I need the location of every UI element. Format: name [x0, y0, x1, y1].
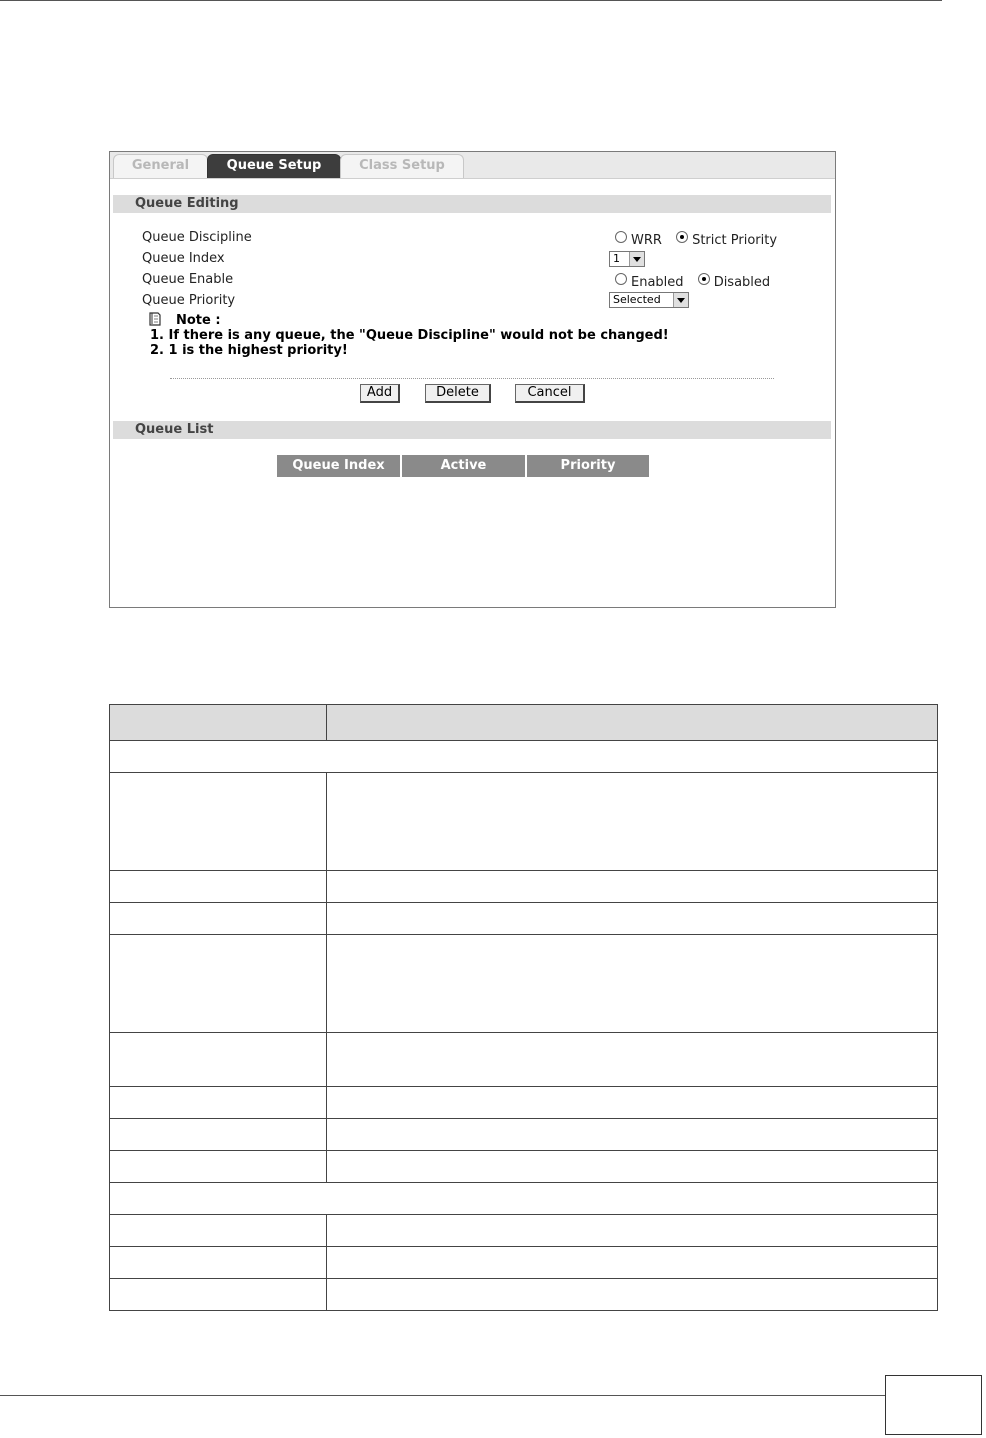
enabled-radio[interactable]	[615, 273, 627, 285]
table-row	[110, 1119, 938, 1151]
table-cell	[110, 871, 327, 903]
queue-enable-label: Queue Enable	[142, 272, 234, 287]
table-row	[110, 773, 938, 871]
table-cell	[327, 1247, 938, 1279]
add-button[interactable]: Add	[360, 384, 400, 403]
chevron-down-icon[interactable]	[629, 252, 644, 266]
queue-index-select[interactable]	[609, 251, 645, 267]
table-cell	[110, 1247, 327, 1279]
disabled-radio-label: Disabled	[713, 275, 771, 290]
queue-index-label: Queue Index	[142, 251, 225, 266]
table-row	[110, 935, 938, 1033]
section-queue-list: Queue List	[113, 421, 831, 439]
table-row	[110, 1087, 938, 1119]
table-row	[110, 1247, 938, 1279]
table-row	[110, 1033, 938, 1087]
chevron-down-icon[interactable]	[673, 293, 688, 307]
table-row	[110, 871, 938, 903]
table-section-row	[110, 741, 938, 773]
table-cell	[327, 1215, 938, 1247]
table-row	[110, 1279, 938, 1311]
strict-priority-radio[interactable]	[676, 231, 688, 243]
table-cell	[327, 903, 938, 935]
table-cell	[110, 1119, 327, 1151]
queue-priority-select[interactable]	[609, 292, 689, 308]
queue-discipline-radio-group	[615, 231, 787, 248]
wrr-radio-label: WRR	[631, 233, 662, 248]
table-cell	[110, 1033, 327, 1087]
cancel-button[interactable]: Cancel	[515, 384, 585, 403]
table-cell	[110, 773, 327, 871]
table-row	[110, 903, 938, 935]
enabled-radio-label: Enabled	[631, 275, 684, 290]
note-line: 2. 1 is the highest priority!	[150, 343, 348, 358]
page-number-box	[885, 1375, 982, 1435]
screenshot-frame	[109, 151, 836, 608]
table-row	[110, 1215, 938, 1247]
queue-enable-radio-group	[615, 273, 780, 290]
queue-priority-value: Selected	[613, 293, 661, 306]
table-cell	[327, 1119, 938, 1151]
tab-general[interactable]: General	[113, 154, 208, 178]
table-cell	[327, 1279, 938, 1311]
queue-discipline-label: Queue Discipline	[142, 230, 252, 245]
tab-class-setup[interactable]: Class Setup	[340, 154, 464, 178]
table-cell	[110, 741, 938, 773]
table-cell	[327, 1033, 938, 1087]
note-line: 1. If there is any queue, the "Queue Discipline" would not be changed!	[150, 328, 669, 343]
table-header-row	[110, 705, 938, 741]
table-cell	[327, 1151, 938, 1183]
page-bottom-rule	[0, 1395, 885, 1396]
strict-priority-radio-label: Strict Priority	[692, 233, 778, 248]
table-cell	[327, 773, 938, 871]
disabled-radio[interactable]	[698, 273, 710, 285]
table-cell	[327, 871, 938, 903]
table-cell	[327, 1087, 938, 1119]
table-cell	[110, 1279, 327, 1311]
note-title: Note :	[176, 313, 221, 328]
note-icon	[148, 312, 162, 326]
table-cell	[110, 903, 327, 935]
table-cell	[110, 1215, 327, 1247]
tab-queue-setup[interactable]: Queue Setup	[207, 154, 341, 178]
column-header-active: Active	[402, 455, 525, 477]
table-header-cell	[110, 705, 327, 741]
page-top-rule	[0, 0, 942, 1]
delete-button[interactable]: Delete	[425, 384, 491, 403]
wrr-radio[interactable]	[615, 231, 627, 243]
table-row	[110, 1151, 938, 1183]
table-cell	[110, 1087, 327, 1119]
section-queue-editing: Queue Editing	[113, 195, 831, 213]
table-cell	[110, 1183, 938, 1215]
table-header-cell	[327, 705, 938, 741]
queue-priority-label: Queue Priority	[142, 293, 236, 308]
table-cell	[327, 935, 938, 1033]
column-header-priority: Priority	[527, 455, 649, 477]
description-table	[109, 704, 938, 1311]
divider	[170, 378, 774, 379]
queue-index-value: 1	[613, 252, 620, 265]
tab-bar	[110, 152, 835, 179]
table-cell	[110, 935, 327, 1033]
column-header-queue-index: Queue Index	[277, 455, 400, 477]
table-section-row	[110, 1183, 938, 1215]
table-cell	[110, 1151, 327, 1183]
